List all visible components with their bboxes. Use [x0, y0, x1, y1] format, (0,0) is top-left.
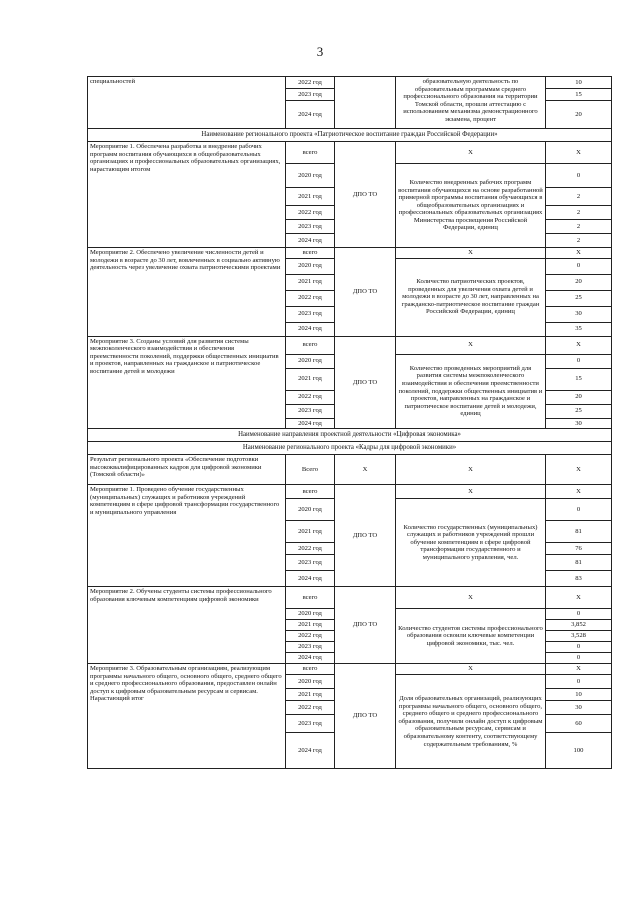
value-cell: Х	[546, 485, 612, 499]
value-cell: 10	[546, 77, 612, 89]
table-row	[88, 248, 612, 259]
year-cell: всего	[286, 664, 335, 675]
table-row	[88, 142, 612, 164]
year-cell: 2022 год	[286, 543, 335, 555]
table-row	[88, 77, 612, 89]
year-cell: всего	[286, 336, 335, 354]
value-cell: 0	[546, 653, 612, 664]
year-cell: 2022 год	[286, 77, 335, 89]
year-cell: 2023 год	[286, 220, 335, 234]
indicator-cell: Количество внедренных рабочих программ воспитания обучающихся на основе разработанной примерной программы воспитания обучающихся в общеобразовательных организациях и профессиональных образовательных организациях Министерства просвещения Российской Федерации, единиц	[396, 164, 546, 248]
indicator-cell: Количество студентов системы профессионального образования освоили ключевые компетенции цифровой экономики, тыс. чел.	[396, 609, 546, 664]
year-cell: 2021 год	[286, 689, 335, 701]
value-cell: Х	[546, 664, 612, 675]
year-cell: 2024 год	[286, 653, 335, 664]
year-cell: 2020 год	[286, 499, 335, 521]
value-cell: 20	[546, 101, 612, 129]
value-cell: 0	[546, 675, 612, 689]
year-cell: 2024 год	[286, 101, 335, 129]
indicator-cell: образовательную деятельность по образовательным программам среднего профессионального образования на территории Томской области, прошли аттестацию с использованием механизма демонстрационного экзамена, процент	[396, 77, 546, 129]
indicator-cell: Х	[396, 336, 546, 354]
executor-cell: ДПО ТО	[335, 336, 396, 429]
year-cell: 2023 год	[286, 642, 335, 653]
activity-cell: специальностей	[88, 77, 286, 129]
value-cell: 81	[546, 521, 612, 543]
value-cell: 0	[546, 258, 612, 274]
year-cell: 2020 год	[286, 609, 335, 620]
year-cell: 2020 год	[286, 164, 335, 188]
indicator-cell: Количество проведенных мероприятий для развития системы межпоколенческого взаимодействия и обеспечения преемственности поколений, поддержки общественных инициатив и проектов, направленных на гражданское и патриотическое воспитание детей и молодежи, единиц	[396, 354, 546, 429]
year-cell: 2020 год	[286, 675, 335, 689]
year-cell: 2024 год	[286, 418, 335, 429]
value-cell: Х	[546, 455, 612, 485]
activity-cell: Мероприятие 2. Обеспечено увеличение численности детей и молодежи в возрасте до 30 лет, вовлеченных в социально активную деятельность через увеличение охвата патриотическими проектами	[88, 248, 286, 337]
year-cell: 2022 год	[286, 701, 335, 715]
value-cell: 76	[546, 543, 612, 555]
year-cell: 2021 год	[286, 368, 335, 390]
executor-cell: ДПО ТО	[335, 664, 396, 769]
year-cell: 2021 год	[286, 188, 335, 206]
executor-cell: ДПО ТО	[335, 142, 396, 248]
value-cell: 0	[546, 354, 612, 368]
value-cell: 2	[546, 188, 612, 206]
year-cell: 2023 год	[286, 715, 335, 733]
year-cell: всего	[286, 142, 335, 164]
value-cell: 20	[546, 274, 612, 290]
value-cell: 60	[546, 715, 612, 733]
indicator-cell: Количество патриотических проектов, проведенных для увеличения охвата детей и молодежи в возрасте до 30 лет, направленных на гражданско-патриотическое воспитание граждан Российской Федерации, единиц	[396, 258, 546, 336]
indicator-cell: Х	[396, 485, 546, 499]
value-cell: 15	[546, 368, 612, 390]
year-cell: 2020 год	[286, 258, 335, 274]
table-row	[88, 455, 612, 485]
indicator-cell: Х	[396, 248, 546, 259]
indicator-cell: Х	[396, 455, 546, 485]
value-cell: Х	[546, 248, 612, 259]
value-cell: 2	[546, 234, 612, 248]
indicator-cell: Х	[396, 587, 546, 609]
year-cell: всего	[286, 248, 335, 259]
page-number: 3	[316, 44, 324, 59]
value-cell: 83	[546, 571, 612, 587]
executor-cell: ДПО ТО	[335, 587, 396, 664]
value-cell: 20	[546, 390, 612, 404]
activity-cell: Результат регионального проекта «Обеспечение подготовки высококвалифицированных кадров для цифровой экономики (Томской области)»	[88, 455, 286, 485]
measures-table	[87, 76, 612, 769]
year-cell: 2022 год	[286, 390, 335, 404]
value-cell: 30	[546, 701, 612, 715]
value-cell: 30	[546, 306, 612, 322]
year-cell: 2021 год	[286, 620, 335, 631]
indicator-cell: Х	[396, 142, 546, 164]
indicator-cell: Доля образовательных организаций, реализующих программы начального общего, основного общего, среднего общего и среднего профессионального образования, получили онлайн доступ к цифровым образовательным ресурсам, сервисам и образовательному контенту, соответствующему содержательным требованиям, %	[396, 675, 546, 769]
year-cell: всего	[286, 587, 335, 609]
value-cell: 2	[546, 206, 612, 220]
value-cell: 3,852	[546, 620, 612, 631]
table-row	[88, 664, 612, 675]
year-cell: всего	[286, 485, 335, 499]
value-cell: 15	[546, 89, 612, 101]
year-cell: 2023 год	[286, 404, 335, 418]
year-cell: 2021 год	[286, 521, 335, 543]
executor-cell	[335, 77, 396, 129]
year-cell: 2022 год	[286, 290, 335, 306]
activity-cell: Мероприятие 1. Проведено обучение государственных (муниципальных) служащих и работников учреждений компетенциям в сфере цифровой трансформации государственного и муниципального управления	[88, 485, 286, 587]
value-cell: 0	[546, 609, 612, 620]
value-cell: 3,528	[546, 631, 612, 642]
executor-cell: ДПО ТО	[335, 485, 396, 587]
year-cell: 2023 год	[286, 555, 335, 571]
year-cell: 2024 год	[286, 322, 335, 336]
table-row	[88, 336, 612, 354]
activity-cell: Мероприятие 3. Образовательным организациям, реализующим программы начального общего, основного общего, среднего общего и среднего профессионального образования, предоставлен онлайн доступ к цифровым образовательным ресурсам и сервисам. Нарастающий итог	[88, 664, 286, 769]
value-cell: Х	[546, 336, 612, 354]
value-cell: 25	[546, 404, 612, 418]
value-cell: 100	[546, 733, 612, 769]
year-cell: 2024 год	[286, 571, 335, 587]
value-cell: 0	[546, 164, 612, 188]
activity-cell: Мероприятие 3. Созданы условий для развития системы межпоколенческого взаимодействия и обеспечения преемственности поколений, поддержки общественных инициатив и проектов, направленных на гражданское и патриотическое воспитание детей и молодежи	[88, 336, 286, 429]
year-cell: 2024 год	[286, 234, 335, 248]
activity-cell: Мероприятие 1. Обеспечена разработка и внедрение рабочих программ воспитания обучающихся в общеобразовательных организациях и профессиональных образовательных организациях, нарастающим итогом	[88, 142, 286, 248]
table-row	[88, 442, 612, 455]
value-cell: 2	[546, 220, 612, 234]
activity-cell: Мероприятие 2. Обучены студенты системы профессионального образования ключевым компетенциям цифровой экономики	[88, 587, 286, 664]
year-cell: 2022 год	[286, 631, 335, 642]
value-cell: 0	[546, 642, 612, 653]
indicator-cell: Х	[396, 664, 546, 675]
year-cell: 2020 год	[286, 354, 335, 368]
year-cell: 2023 год	[286, 89, 335, 101]
table-row	[88, 587, 612, 609]
value-cell: 10	[546, 689, 612, 701]
table-row	[88, 485, 612, 499]
value-cell: 81	[546, 555, 612, 571]
value-cell: Х	[546, 587, 612, 609]
value-cell: 0	[546, 499, 612, 521]
value-cell: 35	[546, 322, 612, 336]
executor-cell: Х	[335, 455, 396, 485]
direction-heading: Наименование направления проектной деятельности «Цифровая экономика»	[88, 429, 612, 442]
year-cell: 2024 год	[286, 733, 335, 769]
section-heading: Наименование регионального проекта «Патриотическое воспитание граждан Российской Федерации»	[88, 129, 612, 142]
value-cell: 25	[546, 290, 612, 306]
year-cell: 2022 год	[286, 206, 335, 220]
year-cell: 2023 год	[286, 306, 335, 322]
table-row	[88, 129, 612, 142]
year-cell: Всего	[286, 455, 335, 485]
value-cell: Х	[546, 142, 612, 164]
section-heading: Наименование регионального проекта «Кадры для цифровой экономики»	[88, 442, 612, 455]
value-cell: 30	[546, 418, 612, 429]
table-row	[88, 429, 612, 442]
executor-cell: ДПО ТО	[335, 248, 396, 337]
indicator-cell: Количество государственных (муниципальных) служащих и работников учреждений прошли обучение компетенциям в сфере цифровой трансформации государственного и муниципального управления, чел.	[396, 499, 546, 587]
year-cell: 2021 год	[286, 274, 335, 290]
